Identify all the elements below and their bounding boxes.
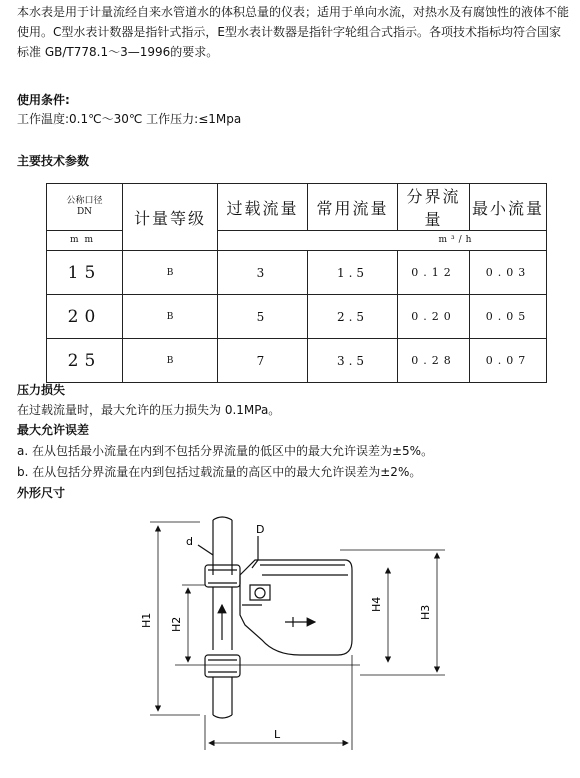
- label-H2: H2: [170, 616, 183, 632]
- dn-cell: 20: [47, 295, 123, 339]
- flow-unit: m³/h: [218, 231, 547, 251]
- common-cell: 3.5: [308, 339, 398, 383]
- boundary-cell: 0.28: [398, 339, 470, 383]
- lower-nut: [205, 655, 240, 677]
- grade-cell: B: [123, 339, 218, 383]
- minimum-cell: 0.03: [470, 251, 547, 295]
- minimum-header: 最小流量: [470, 184, 547, 231]
- meter-body: [240, 560, 352, 655]
- common-cell: 1.5: [308, 251, 398, 295]
- dimensions-heading: 外形尺寸: [17, 486, 66, 500]
- intro-line-3: 标准 GB/T778.1～3—1996的要求。: [17, 45, 219, 59]
- dn-header-line2: DN: [76, 207, 93, 217]
- error-a: a. 在从包括最小流量在内到不包括分界流量的低区中的最大允许误差为±5%。: [17, 444, 434, 458]
- dn-cell: 15: [47, 251, 123, 295]
- label-H3: H3: [419, 604, 432, 620]
- overload-header: 过载流量: [218, 184, 308, 231]
- dn-header-line1: 公称口径: [66, 196, 103, 206]
- label-L: L: [274, 728, 281, 741]
- pressure-text: 在过载流量时，最大允许的压力损失为 0.1MPa。: [17, 403, 281, 417]
- conditions-heading: 使用条件:: [17, 93, 70, 107]
- upper-nut: [205, 565, 240, 587]
- minimum-cell: 0.07: [470, 339, 547, 383]
- grade-cell: B: [123, 251, 218, 295]
- pressure-heading: 压力损失: [17, 383, 66, 397]
- grade-header: 计量等级: [123, 184, 218, 251]
- boundary-cell: 0.12: [398, 251, 470, 295]
- intro-line-2: 使用。C型水表计数器是指针式指示，E型水表计数器是指针字轮组合式指示。各项技术指标均符合国家: [17, 25, 561, 39]
- intro-line-1: 本水表是用于计量流经自来水管道水的体积总量的仪表；适用于单向水流，对热水及有腐蚀性的液体不能: [17, 5, 570, 19]
- minimum-cell: 0.05: [470, 295, 547, 339]
- label-D: D: [256, 523, 265, 536]
- label-d: d: [186, 535, 193, 548]
- specs-heading: 主要技术参数: [17, 154, 90, 168]
- error-b: b. 在从包括分界流量在内到包括过载流量的高区中的最大允许误差为±2%。: [17, 465, 422, 479]
- overload-cell: 5: [218, 295, 308, 339]
- label-H1: H1: [140, 612, 153, 628]
- common-cell: 2.5: [308, 295, 398, 339]
- label-H4: H4: [370, 596, 383, 612]
- common-header: 常用流量: [308, 184, 398, 231]
- error-heading: 最大允许误差: [17, 423, 90, 437]
- boundary-cell: 0.20: [398, 295, 470, 339]
- overload-cell: 7: [218, 339, 308, 383]
- grade-cell: B: [123, 295, 218, 339]
- vertical-pipe: [213, 520, 232, 575]
- conditions-text: 工作温度:0.1℃～30℃ 工作压力:≤1Mpa: [17, 112, 242, 126]
- overload-cell: 3: [218, 251, 308, 295]
- dn-unit: mm: [47, 231, 123, 251]
- dn-cell: 25: [47, 339, 123, 383]
- boundary-header: 分界流量: [398, 184, 470, 231]
